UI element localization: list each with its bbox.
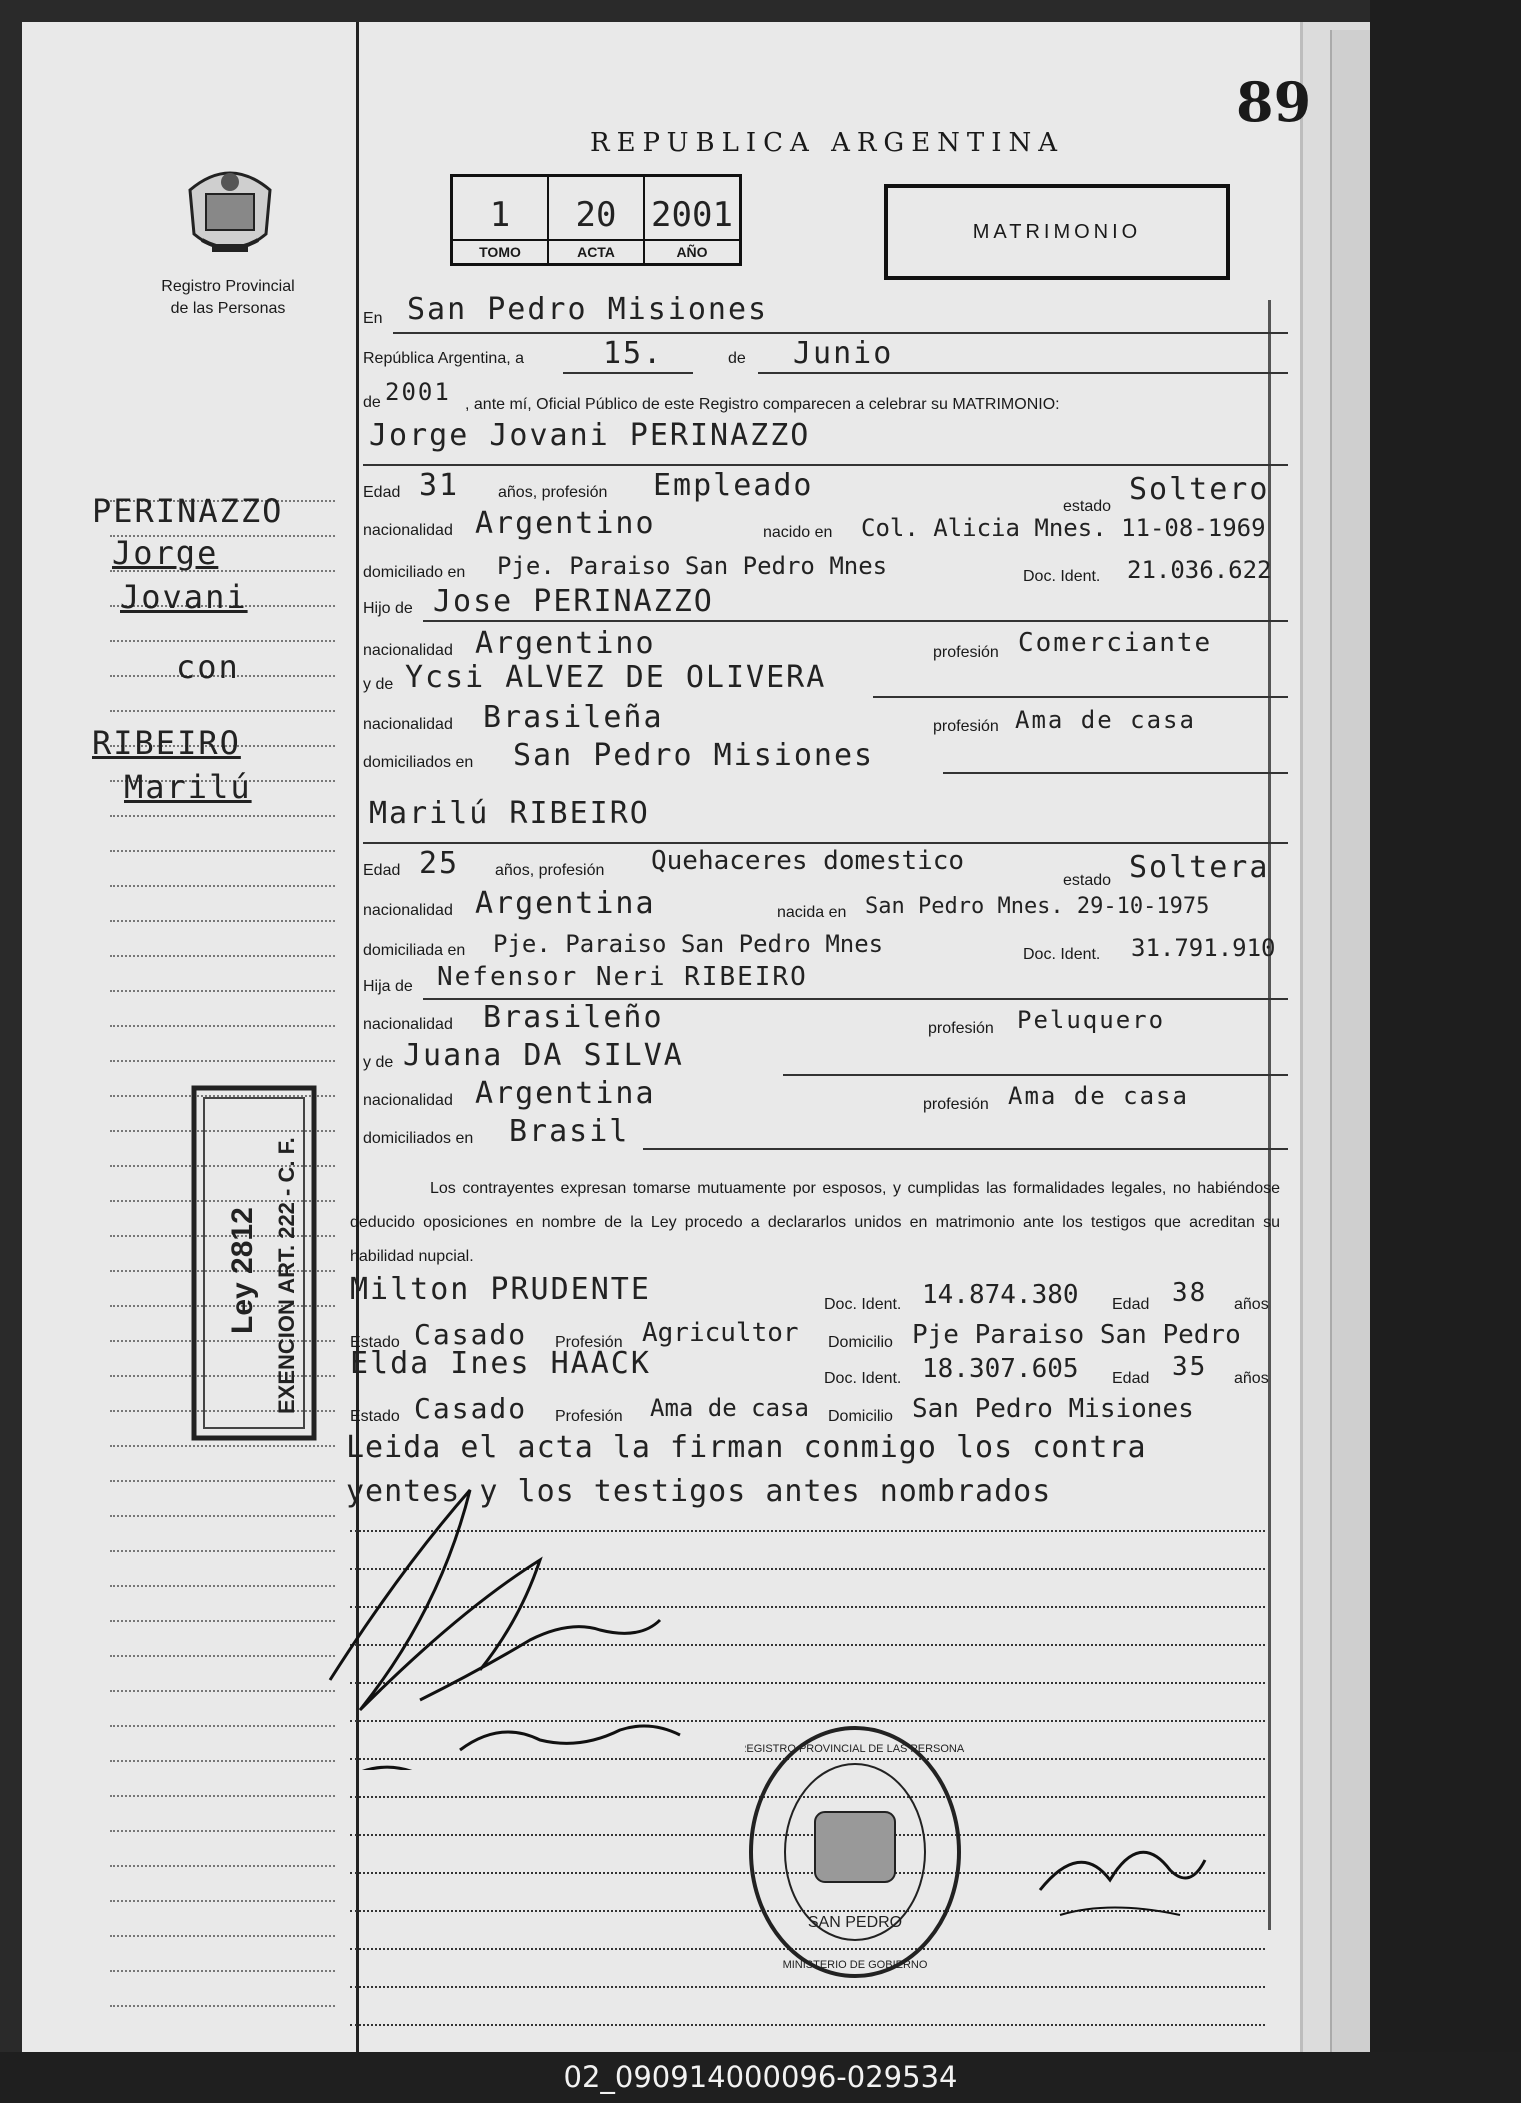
bride-age-row [363,846,1521,889]
groom-nationality: Argentino [475,506,656,541]
margin-dotted-line [110,1585,335,1587]
groom-doc: 21.036.622 [1127,556,1272,584]
groom-address: Pje. Paraiso San Pedro Mnes [497,552,888,580]
month-underline [758,372,1288,374]
bride-name-row [363,796,1521,831]
date-year: 2001 [385,378,451,406]
signatures-image [320,1450,700,1775]
witness1-address: Pje Paraiso San Pedro [912,1320,1241,1350]
margin-dotted-line [110,1690,335,1692]
registry-line-1: Registro Provincial [161,278,295,295]
groom-father-profession: Comerciante [1018,628,1213,658]
label-nacida-en: nacida en [777,904,847,921]
label-doc-ident-w2: Doc. Ident. [824,1370,902,1387]
provincial-emblem-icon [182,160,278,269]
label-nacionalidad-2: nacionalidad [363,642,453,659]
groom-name-underline [363,464,1288,466]
bride-parents-underline [643,1148,1288,1150]
bride-parents-address-row [363,1114,1521,1149]
margin-con: con [176,648,240,686]
ley-stamp-line-1: Ley 2812 [226,1207,259,1334]
witness2-status: Casado [414,1392,528,1425]
place-value: San Pedro Misiones [407,292,769,327]
margin-dotted-line [110,1970,335,1972]
groom-parents-underline [943,772,1288,774]
ano-value: 2001 [651,195,733,235]
groom-mother-row [363,660,1521,696]
label-doc-ident: Doc. Ident. [1023,568,1101,585]
label-edad-w1: Edad [1112,1296,1150,1313]
groom-parents-address: San Pedro Misiones [513,738,875,773]
groom-name-row [363,418,1521,453]
margin-dotted-line [110,640,335,642]
groom-mother-underline [873,696,1288,698]
groom-father-nat-row [363,626,1521,662]
label-profesion-3: profesión [928,1020,994,1037]
bride-profession: Quehaceres domestico [651,846,965,876]
margin-dotted-line [110,1620,335,1622]
groom-profession: Empleado [653,468,814,503]
label-anos-w1: años [1234,1296,1269,1313]
margin-dotted-line [110,955,335,957]
label-ante: , ante mí, Oficial Público de este Registro comparecen a celebrar su MATRIMONIO: [465,396,1060,413]
margin-dotted-line [110,920,335,922]
label-nacionalidad-3: nacionalidad [363,716,453,733]
bride-father-nationality: Brasileño [483,1000,664,1035]
witness2-name: Elda Ines HAACK [350,1346,651,1381]
groom-mother-nationality: Brasileña [483,700,664,735]
margin-dotted-line [110,1935,335,1937]
margin-second-groom: Jovani [120,578,248,616]
label-y-de-2: y de [363,1054,394,1071]
label-hijo-de: Hijo de [363,600,413,617]
date-day: 15. [603,336,664,371]
groom-mother: Ycsi ALVEZ DE OLIVERA [405,660,827,695]
bride-address-row [363,930,1521,963]
margin-dotted-line [110,815,335,817]
margin-dotted-line [110,1900,335,1902]
bride-address: Pje. Paraiso San Pedro Mnes [493,930,884,958]
margin-dotted-line [110,1655,335,1657]
margin-dotted-line [110,1060,335,1062]
bride-status: Soltera [1129,850,1270,885]
witness1-name: Milton PRUDENTE [350,1272,651,1307]
groom-mother-profession: Ama de casa [1015,706,1196,734]
margin-dotted-line [110,885,335,887]
date-month: Junio [793,336,894,371]
official-signature-image [1030,1820,1210,1945]
label-estado-w2: Estado [350,1408,400,1425]
seal-center-text: SAN PEDRO [807,1914,903,1931]
label-y-de: y de [363,676,394,693]
label-nacido-en: nacido en [763,524,833,541]
margin-dotted-line [110,850,335,852]
witness1-age: 38 [1172,1278,1208,1308]
closing-line-1: Leida el acta la firman conmigo los contra [346,1430,1147,1465]
bride-doc: 31.791.910 [1131,934,1276,962]
label-edad-2: Edad [363,862,401,879]
witness1-doc: 14.874.380 [922,1280,1079,1310]
ley-stamp-line-2: EXENCION ART. 222 - C. F. [274,1137,299,1414]
label-doc-ident-w1: Doc. Ident. [824,1296,902,1313]
place-underline [393,332,1288,334]
margin-dotted-line [110,990,335,992]
label-de-year: de [363,394,381,411]
groom-born: Col. Alicia Mnes. 11-08-1969 [861,514,1266,542]
bride-age: 25 [419,846,460,881]
ano-label: AÑO [645,239,739,263]
declaration-text: Los contrayentes expresan tomarse mutuamente por esposos, y cumplidas las formalidades legales, no habiéndose deducido oposiciones en nombre de la Ley procedo a declararlos unidos en matrimonio ante los testigos que acreditan su habilidad nupcial. [350,1180,1280,1265]
label-en: En [363,310,383,327]
tomo-cell [453,177,549,263]
label-anos-profesion-2: años, profesión [495,862,605,879]
margin-dotted-line [110,1760,335,1762]
bride-mother-nationality: Argentina [475,1076,656,1111]
label-domicilio-w1: Domicilio [828,1334,893,1351]
groom-name: Jorge Jovani PERINAZZO [369,418,811,453]
label-nacionalidad-5: nacionalidad [363,1016,453,1033]
groom-father: Jose PERINAZZO [433,584,714,619]
label-anos-w2: años [1234,1370,1269,1387]
place-row [363,292,1521,327]
bride-mother-profession: Ama de casa [1008,1082,1189,1110]
label-profesion: profesión [933,644,999,661]
bride-name-underline [363,842,1288,844]
label-estado-w1: Estado [350,1334,400,1351]
margin-dotted-line [110,1515,335,1517]
label-hija-de: Hija de [363,978,413,995]
closing-line-2: yentes y los testigos antes nombrados [346,1474,1052,1509]
label-domiciliada: domiciliada en [363,942,466,959]
witness2-address: San Pedro Misiones [912,1394,1194,1424]
groom-father-underline [423,620,1288,622]
witness1-details-row [350,1318,1521,1351]
seal-bottom-text: MINISTERIO DE GOBIERNO [782,1959,928,1971]
margin-dotted-line [110,1025,335,1027]
witness2-details-row [350,1392,1521,1425]
groom-age-row [363,468,1521,515]
bride-father-row [363,962,1521,998]
bride-mother: Juana DA SILVA [403,1038,684,1073]
bride-mother-underline [783,1074,1288,1076]
label-profesion-2: profesión [933,718,999,735]
margin-dotted-line [110,1830,335,1832]
groom-parents-address-row [363,738,1521,773]
witness1-row [350,1272,1521,1313]
bride-mother-row [363,1038,1521,1074]
page-number: 89 [1236,70,1312,134]
margin-dotted-line [110,1795,335,1797]
margin-dotted-line [110,1725,335,1727]
label-domiciliados: domiciliados en [363,754,474,771]
day-underline [563,372,693,374]
label-edad: Edad [363,484,401,501]
margin-dotted-line [110,1865,335,1867]
label-nacionalidad-4: nacionalidad [363,902,453,919]
witness2-profession: Ama de casa [650,1394,809,1422]
groom-age: 31 [419,468,460,503]
witness1-profession: Agricultor [642,1318,799,1348]
margin-surname-groom: PERINAZZO [92,492,284,530]
ruled-line [350,2024,1265,2026]
country-header: REPUBLICA ARGENTINA [590,128,1065,158]
groom-father-row [363,584,1521,620]
acta-cell [549,177,645,263]
margin-dotted-line [110,1480,335,1482]
label-domiciliados-2: domiciliados en [363,1130,474,1147]
groom-mother-nat-row [363,700,1521,736]
seal-top-text: REGISTRO PROVINCIAL DE LAS PERSONAS [745,1743,965,1755]
bride-father-profession: Peluquero [1017,1006,1166,1034]
acta-label: ACTA [549,239,643,263]
witness2-age: 35 [1172,1352,1208,1382]
label-de: de [728,350,746,367]
label-profesion-4: profesión [923,1096,989,1113]
label-republica: República Argentina, a [363,350,524,367]
label-doc-ident-2: Doc. Ident. [1023,946,1101,963]
bride-nationality-row [363,886,1521,921]
acta-value: 20 [575,195,617,235]
registry-line-2: de las Personas [170,300,286,317]
groom-address-row [363,552,1521,585]
label-domicilio-w2: Domicilio [828,1408,893,1425]
bride-nationality: Argentina [475,886,656,921]
registry-seal [745,1722,965,1987]
label-anos-profesion: años, profesión [498,484,608,501]
witness1-status: Casado [414,1318,528,1351]
document-type-box: MATRIMONIO [884,184,1230,280]
registry-label [120,276,336,320]
ley-stamp [190,1084,320,1449]
margin-first-bride: Marilú [124,768,252,806]
footer-id: 02_090914000096-029534 [0,2052,1521,2103]
bride-born: San Pedro Mnes. 29-10-1975 [865,894,1210,919]
date-row [363,336,1521,371]
bride-father-nat-row [363,1000,1521,1037]
witness2-row [350,1346,1521,1387]
margin-first-groom: Jorge [112,534,219,572]
margin-dotted-line [110,710,335,712]
label-profesion-w2: Profesión [555,1408,623,1425]
margin-dotted-line [110,2005,335,2007]
witness2-doc: 18.307.605 [922,1354,1079,1384]
groom-status: Soltero [1129,472,1270,507]
label-nacionalidad: nacionalidad [363,522,453,539]
label-edad-w2: Edad [1112,1370,1150,1387]
label-nacionalidad-6: nacionalidad [363,1092,453,1109]
margin-surname-bride: RIBEIRO [92,724,241,762]
right-rule [1268,300,1271,1930]
ano-cell [645,177,739,263]
margin-dotted-line [110,1550,335,1552]
bride-mother-nat-row [363,1076,1521,1113]
ante-row [363,378,1521,413]
tomo-value: 1 [489,195,511,235]
label-domiciliado: domiciliado en [363,564,466,581]
groom-father-nationality: Argentino [475,626,656,661]
bride-father: Nefensor Neri RIBEIRO [437,962,808,992]
label-estado: estado [1063,498,1112,515]
tomo-label: TOMO [453,239,547,263]
bride-parents-address: Brasil [509,1114,630,1149]
acta-number-box [450,174,742,266]
bride-name: Marilú RIBEIRO [369,796,650,831]
label-profesion-w1: Profesión [555,1334,623,1351]
label-estado-2: estado [1063,872,1112,889]
